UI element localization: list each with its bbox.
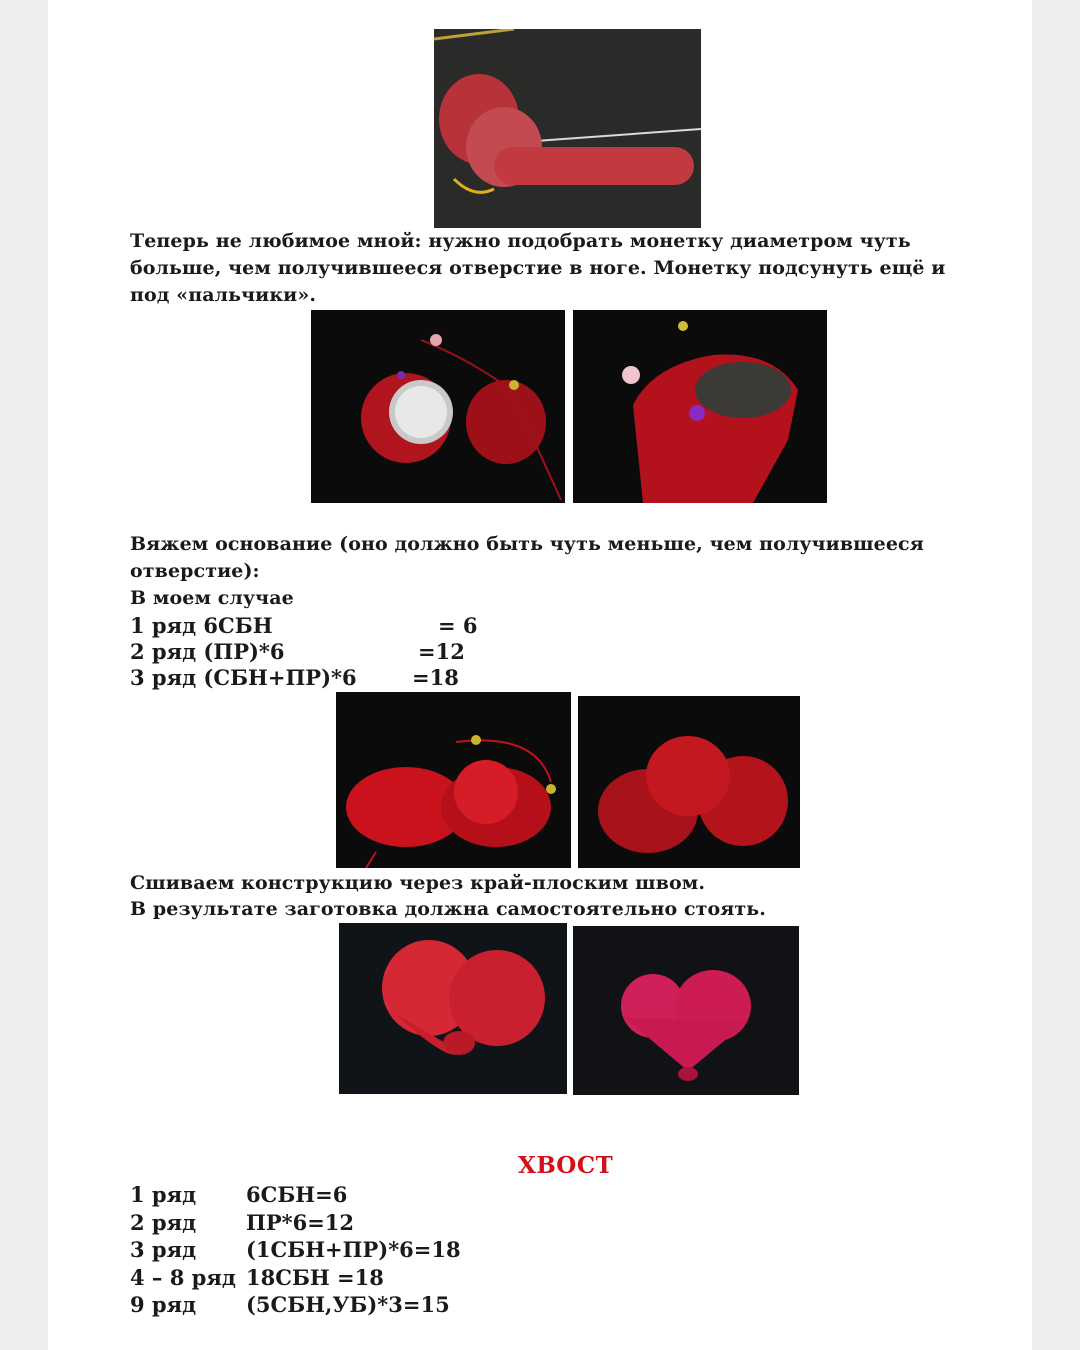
paragraph-coin: Теперь не любимое мной: нужно подобрать монетку диаметром чуть больше, чем получившееся отверстие в ноге. Монетку подсунуть ещё и под «пальчики». [130, 230, 946, 306]
tail-row-4-value: 18СБН =18 [246, 1265, 384, 1290]
paragraph-base-line3: В моем случае [130, 587, 294, 609]
photo-leg-with-tube [434, 29, 701, 228]
tail-row-5-label: 9 ряд [130, 1292, 197, 1317]
photo-leg-with-tube-art [434, 29, 701, 228]
paragraph-base-line2: отверстие): [130, 560, 260, 582]
photo-heart-front-art [339, 923, 567, 1094]
tail-row-1-value: 6СБН=6 [246, 1182, 348, 1207]
paragraph-base-line1: Вяжем основание (оно должно быть чуть меньше, чем получившееся [130, 533, 924, 555]
tail-row-4-label: 4 – 8 ряд [130, 1265, 236, 1290]
tail-row-3-label: 3 ряд [130, 1237, 197, 1262]
photo-sewing-base [336, 692, 571, 868]
paragraph-sew-line1: Сшиваем конструкцию через край-плоским швом. [130, 872, 706, 894]
photo-heart-side [573, 926, 799, 1095]
tail-row-5-value: (5СБН,УБ)*3=15 [246, 1292, 450, 1317]
photo-base-sewn [578, 696, 800, 868]
base-row-3-label: 3 ряд (СБН+ПР)*6 [130, 665, 357, 690]
photo-foot-top [573, 310, 827, 503]
photo-coin-in-foot [311, 310, 565, 503]
base-row-2-label: 2 ряд (ПР)*6 [130, 639, 285, 664]
base-row-1-result: = 6 [438, 613, 478, 638]
photo-base-sewn-art [578, 696, 800, 868]
photo-heart-side-art [573, 926, 799, 1095]
photo-coin-in-foot-art [311, 310, 565, 503]
tail-row-2-value: ПР*6=12 [246, 1210, 355, 1235]
tail-row-3-value: (1СБН+ПР)*6=18 [246, 1237, 461, 1262]
tail-title: ХВОСТ [518, 1152, 614, 1179]
tail-row-1-label: 1 ряд [130, 1182, 197, 1207]
photo-foot-top-art [573, 310, 827, 503]
paragraph-sew-line2: В результате заготовка должна самостоятельно стоять. [130, 898, 766, 920]
document-page [48, 0, 1032, 1350]
base-row-1-label: 1 ряд 6СБН [130, 613, 273, 638]
base-row-3-result: =18 [412, 665, 459, 690]
photo-sewing-base-art [336, 692, 571, 868]
photo-heart-front [339, 923, 567, 1094]
base-row-2-result: =12 [418, 639, 465, 664]
tail-row-2-label: 2 ряд [130, 1210, 197, 1235]
